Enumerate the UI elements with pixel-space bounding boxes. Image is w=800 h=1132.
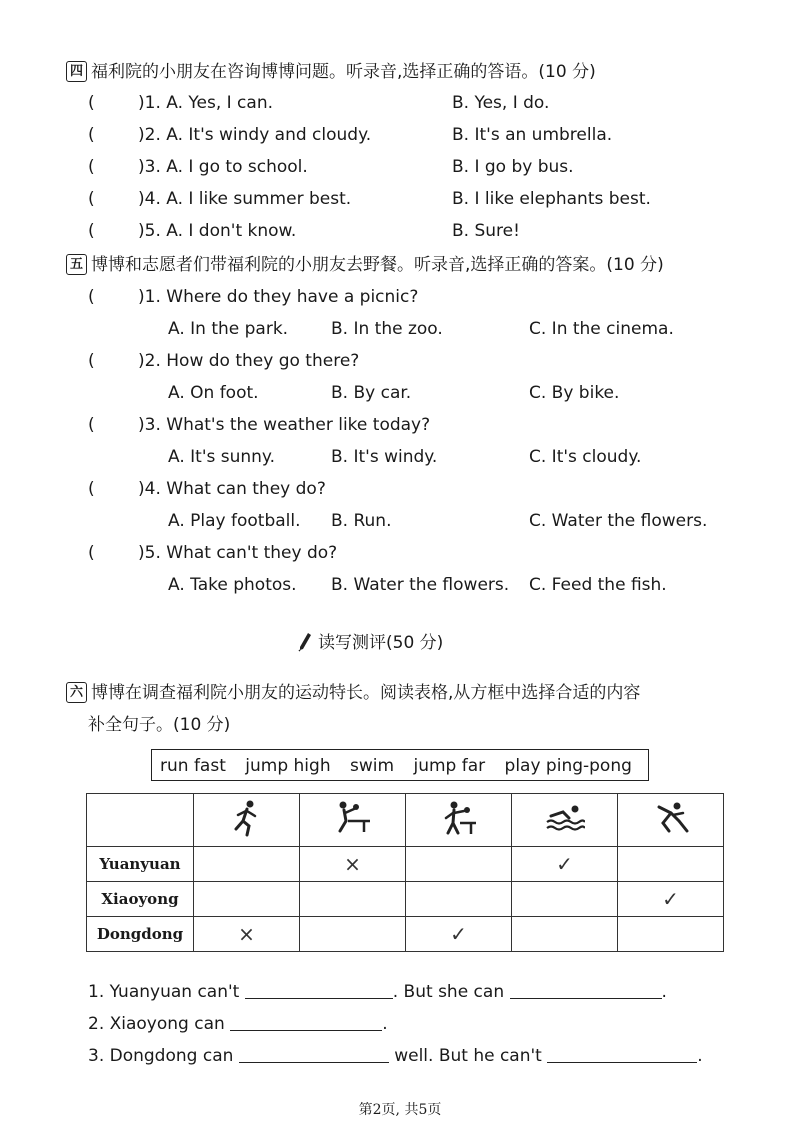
word-bank-box xyxy=(151,749,649,781)
answer-blank[interactable] xyxy=(239,1046,389,1063)
mark-cell xyxy=(512,882,618,917)
section-6-number: 六 xyxy=(66,682,87,703)
section-4-title: 福利院的小朋友在咨询博博问题。听录音,选择正确的答语。(10 分) xyxy=(91,62,596,82)
sentence-3-part-a: 3. Dongdong can xyxy=(88,1046,234,1066)
s4-q1-option-b: B. Yes, I do. xyxy=(452,93,550,113)
mark-cell xyxy=(300,882,406,917)
s5-q3-option-b: B. It's windy. xyxy=(331,447,438,467)
mark-cell xyxy=(194,882,300,917)
s5-q4-option-a: A. Play football. xyxy=(168,511,301,531)
answer-paren[interactable]: ( xyxy=(88,287,95,307)
s5-q3-option-c: C. It's cloudy. xyxy=(529,447,642,467)
s4-q5-option-b: B. Sure! xyxy=(452,221,520,241)
s4-q2-option-b: B. It's an umbrella. xyxy=(452,125,613,145)
sentence-3-part-b: well. But he can't xyxy=(394,1046,542,1066)
mark: × xyxy=(238,922,255,946)
word-swim: swim xyxy=(350,756,395,776)
mark: ✓ xyxy=(450,922,467,946)
answer-paren[interactable]: ( xyxy=(88,93,95,113)
sentence-1 xyxy=(88,981,667,1003)
run-icon-cell xyxy=(194,794,300,847)
sentence-3 xyxy=(88,1045,703,1067)
mark-cell xyxy=(618,847,724,882)
ping-pong-icon xyxy=(334,799,372,837)
mark-cell xyxy=(406,917,512,952)
word-jump-far: jump far xyxy=(413,756,486,776)
s5-q4-option-c: C. Water the flowers. xyxy=(529,511,708,531)
mark-cell xyxy=(406,882,512,917)
mark: × xyxy=(344,852,361,876)
section-6-title-line2: 补全句子。(10 分) xyxy=(88,715,231,735)
divider-label: 读写测评(50 分) xyxy=(318,633,444,653)
answer-paren[interactable]: ( xyxy=(88,189,95,209)
s4-q4-option-a: )4. A. I like summer best. xyxy=(138,189,352,209)
s4-q4-option-b: B. I like elephants best. xyxy=(452,189,651,209)
swim-icon xyxy=(545,803,585,833)
s5-q1-question: )1. Where do they have a picnic? xyxy=(138,287,419,307)
mark-cell xyxy=(618,917,724,952)
answer-blank[interactable] xyxy=(547,1046,697,1063)
s4-q5-option-a: )5. A. I don't know. xyxy=(138,221,297,241)
s5-q5-question: )5. What can't they do? xyxy=(138,543,338,563)
table-row xyxy=(87,917,724,952)
s4-q1-option-a: )1. A. Yes, I can. xyxy=(138,93,274,113)
answer-paren[interactable]: ( xyxy=(88,415,95,435)
child-name: Xiaoyong xyxy=(87,882,194,917)
word-play-ping-pong: play ping-pong xyxy=(504,756,632,776)
pencil-icon xyxy=(298,632,312,652)
table-row xyxy=(87,847,724,882)
s4-q2-option-a: )2. A. It's windy and cloudy. xyxy=(138,125,372,145)
s5-q2-question: )2. How do they go there? xyxy=(138,351,360,371)
mark: ✓ xyxy=(662,887,679,911)
s4-q3-option-a: )3. A. I go to school. xyxy=(138,157,308,177)
s5-q5-option-c: C. Feed the fish. xyxy=(529,575,667,595)
s5-q5-option-b: B. Water the flowers. xyxy=(331,575,510,595)
child-name: Dongdong xyxy=(87,917,194,952)
section-6-heading-line2 xyxy=(88,713,230,737)
word-run-fast: run fast xyxy=(160,756,226,776)
mark-cell xyxy=(512,917,618,952)
icon-row xyxy=(87,794,724,847)
section-4-number: 四 xyxy=(66,61,87,82)
answer-blank[interactable] xyxy=(510,982,662,999)
ping-pong-icon-cell xyxy=(300,794,406,847)
sentence-2 xyxy=(88,1013,388,1035)
s5-q2-option-b: B. By car. xyxy=(331,383,412,403)
section-4-heading xyxy=(66,60,596,84)
mark-cell xyxy=(406,847,512,882)
section-6-heading xyxy=(66,681,640,705)
mark-cell xyxy=(512,847,618,882)
sentence-1-part-a: 1. Yuanyuan can't xyxy=(88,982,240,1002)
reading-writing-divider xyxy=(298,628,443,653)
s5-q3-option-a: A. It's sunny. xyxy=(168,447,275,467)
sentence-3-part-c: . xyxy=(697,1046,703,1066)
sports-survey-table xyxy=(86,793,724,952)
page-footer: 第2页, 共5页 xyxy=(358,1102,442,1118)
table-row xyxy=(87,882,724,917)
s5-q1-option-a: A. In the park. xyxy=(168,319,289,339)
answer-paren[interactable]: ( xyxy=(88,221,95,241)
run-icon xyxy=(230,799,264,837)
answer-paren[interactable]: ( xyxy=(88,125,95,145)
section-5-title: 博博和志愿者们带福利院的小朋友去野餐。听录音,选择正确的答案。(10 分) xyxy=(91,255,664,275)
section-6-title-line1: 博博在调查福利院小朋友的运动特长。阅读表格,从方框中选择合适的内容 xyxy=(91,683,641,703)
s4-q3-option-b: B. I go by bus. xyxy=(452,157,574,177)
empty-header-cell xyxy=(87,794,194,847)
mark-cell xyxy=(300,917,406,952)
mark-cell xyxy=(618,882,724,917)
s5-q4-question: )4. What can they do? xyxy=(138,479,326,499)
section-5-heading xyxy=(66,253,664,277)
jump-far-icon-cell xyxy=(618,794,724,847)
answer-paren[interactable]: ( xyxy=(88,543,95,563)
word-jump-high: jump high xyxy=(245,756,331,776)
s5-q1-option-b: B. In the zoo. xyxy=(331,319,443,339)
s5-q5-option-a: A. Take photos. xyxy=(168,575,297,595)
mark-cell xyxy=(194,847,300,882)
mark-cell xyxy=(300,847,406,882)
sentence-2-part-a: 2. Xiaoyong can xyxy=(88,1014,225,1034)
s5-q2-option-a: A. On foot. xyxy=(168,383,259,403)
sentence-2-part-b: . xyxy=(382,1014,388,1034)
s5-q3-question: )3. What's the weather like today? xyxy=(138,415,431,435)
section-5-number: 五 xyxy=(66,254,87,275)
answer-blank[interactable] xyxy=(230,1014,382,1031)
s5-q2-option-c: C. By bike. xyxy=(529,383,620,403)
child-name: Yuanyuan xyxy=(87,847,194,882)
sentence-1-part-c: . xyxy=(661,982,667,1002)
s5-q1-option-c: C. In the cinema. xyxy=(529,319,674,339)
answer-paren[interactable]: ( xyxy=(88,351,95,371)
answer-paren[interactable]: ( xyxy=(88,479,95,499)
swim-icon-cell xyxy=(512,794,618,847)
jump-high-icon xyxy=(440,799,478,837)
answer-paren[interactable]: ( xyxy=(88,157,95,177)
jump-far-icon xyxy=(653,801,689,835)
answer-blank[interactable] xyxy=(245,982,393,999)
sentence-1-part-b: . But she can xyxy=(392,982,505,1002)
s5-q4-option-b: B. Run. xyxy=(331,511,392,531)
jump-high-icon-cell xyxy=(406,794,512,847)
mark-cell xyxy=(194,917,300,952)
mark: ✓ xyxy=(556,852,573,876)
